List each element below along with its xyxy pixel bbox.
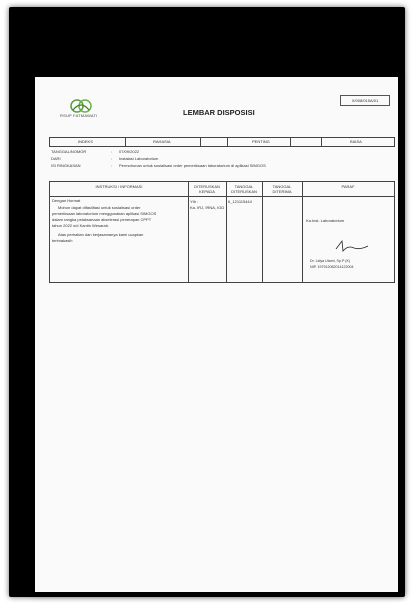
hospital-logo-icon bbox=[65, 96, 99, 122]
biasa-label: BIASA bbox=[350, 139, 362, 144]
page-title: LEMBAR DISPOSISI bbox=[183, 108, 255, 117]
greeting: Dengan Hormat bbox=[52, 198, 81, 203]
meta-key: TANGGAL/NOMOR bbox=[51, 149, 87, 154]
recipient-label: Yth : bbox=[190, 199, 199, 204]
recipient-value: Ka. IRJ, IRNA, IGD bbox=[190, 205, 225, 210]
rahasia-label: RAHASIA bbox=[153, 139, 171, 144]
photo-frame bbox=[9, 7, 405, 597]
signer-nip: NIP. 197912082014122004 bbox=[310, 265, 354, 269]
meta-value: Permohonan untuk sosialisasi order pemeriksaan laboratorium di aplikasi SIMGOS bbox=[119, 163, 266, 168]
col-tgl-diterima: TANGGAL DITERIMA bbox=[272, 184, 292, 194]
signature-icon bbox=[332, 237, 372, 255]
meta-key: DARI bbox=[51, 156, 61, 161]
indeks-label: INDEKS bbox=[78, 139, 93, 144]
meta-value: Instalasi Laboratorium bbox=[119, 156, 159, 161]
closing-line-1: Atas perhatian dan kerjasamanya kami ucapkan bbox=[58, 232, 144, 237]
body-line-4: tahun 2022 s/d Kantin Wesarah. bbox=[52, 223, 110, 228]
col-instruksi: INSTRUKSI / INFORMASI bbox=[95, 184, 143, 189]
body-line-3: dalam rangka pelaksanaan akselerasi penerapan CPPT bbox=[52, 217, 152, 222]
note-text: Ka.Inst. Laboratorium bbox=[306, 218, 345, 223]
signer-name: Dr. Lidya Utami, Sp.P (K) bbox=[310, 259, 351, 263]
meta-key: ISI RINGKASAN bbox=[51, 163, 81, 168]
org-name: RSUP FATMAWATI bbox=[60, 113, 98, 118]
reference-code: X/008/015A/01 bbox=[340, 95, 390, 106]
forward-date-value: 6_121115444 bbox=[228, 199, 252, 204]
col-tgl-diteruskan: TANGGAL DITERUSKAN bbox=[231, 184, 257, 194]
closing-line-2: terimakasih bbox=[52, 238, 73, 243]
document-page: X/008/015A/01 RSUP FATMAWATI LEMBAR DISPOSISI INDEKS RAHASIA PENTING BIASA TANGGAL/NOMOR : 07/09/2022 DARI : Instalasi Laboratorium ISI RINGKASAN : Permohonan untuk sosialisasi order pemeriksaan laboratorium di aplikasi SIMGOS INSTRUKSI / INFORMASI DITERUSKAN KEPADA TANGGAL DITERUSKAN TANGGAL DITERIMA PARAF Dengan Hormat Mohon dapat difasilitasi untuk sosialisasi order pemeriksaan laboratorium menggunakan aplikasi SIMGOS dalam rangka pelaksanaan akselerasi penerapan CPPT tahun 2022 s/d Kantin Wesarah. Atas perhatian dan kerjasamanya kami ucapkan terimakasih Yth : Ka. IRJ, IRNA, IGD 6_121115444 Ka.Inst. Laboratorium Dr. Lidya Utami, Sp.P (K) NIP. 197912082014122004 bbox=[35, 77, 398, 592]
penting-label: PENTING bbox=[252, 139, 270, 144]
disposition-table bbox=[49, 181, 395, 283]
classification-row bbox=[49, 137, 395, 147]
body-line-2: pemeriksaan laboratorium menggunakan aplikasi SIMGOS bbox=[52, 211, 157, 216]
body-line-1: Mohon dapat difasilitasi untuk sosialisasi order bbox=[58, 205, 141, 210]
col-paraf: PARAF bbox=[341, 184, 355, 189]
meta-value: 07/09/2022 bbox=[119, 149, 140, 154]
col-diteruskan: DITERUSKAN KEPADA bbox=[194, 184, 220, 194]
